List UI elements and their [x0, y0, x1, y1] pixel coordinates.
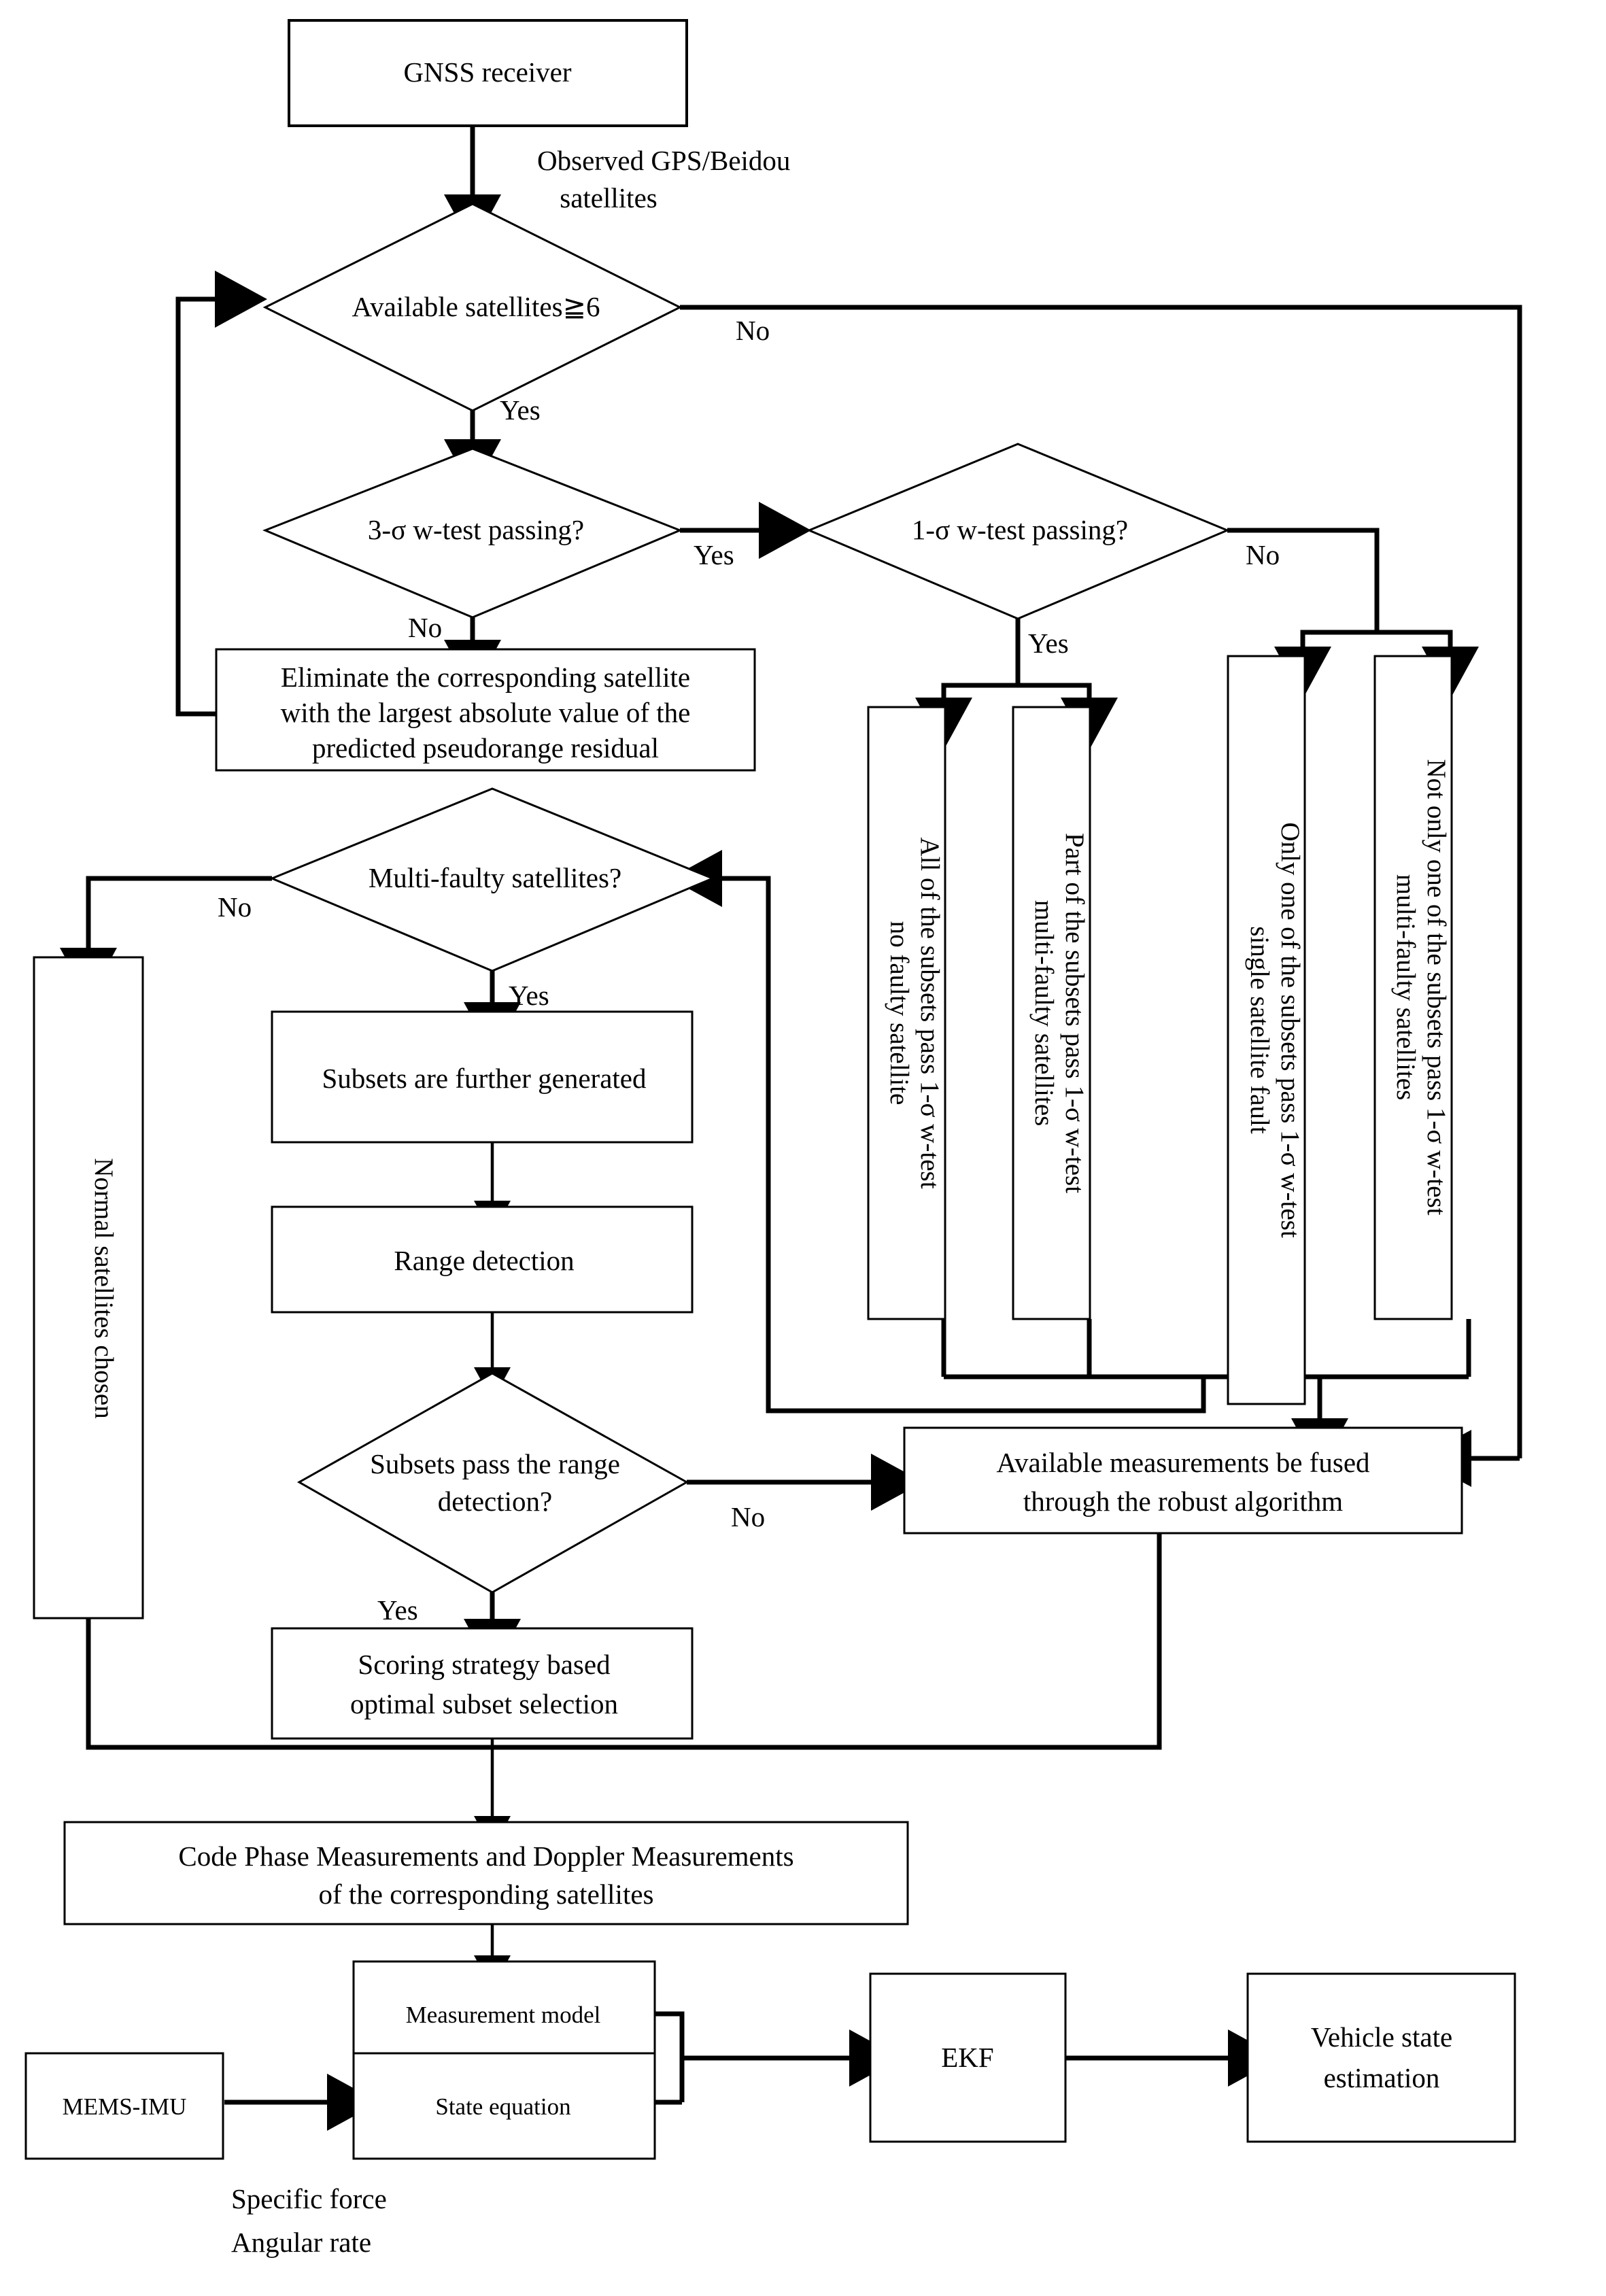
node-scoring-line2: optimal subset selection [350, 1688, 618, 1719]
node-available-satellites-label: Available satellites≧6 [352, 291, 600, 322]
edge-label-available-yes: Yes [500, 394, 541, 426]
node-eliminate-line2: with the largest absolute value of the [280, 697, 691, 728]
connector-measurement-down [655, 2014, 682, 2102]
node-state-equation-label: State equation [435, 2093, 571, 2120]
node-normal-satellites-label: Normal satellites chosen [89, 1158, 118, 1419]
edge-label-available-no: No [736, 315, 770, 346]
node-normal-satellites-chosen [34, 957, 143, 1618]
node-range-detection-label: Range detection [394, 1245, 575, 1276]
node-vehicle-state-line2: estimation [1323, 2062, 1440, 2093]
node-fused-line2: through the robust algorithm [1023, 1486, 1344, 1517]
node-all-subsets-line1: All of the subsets pass 1-σ w-test [915, 837, 944, 1189]
edge-label-observed-line2: satellites [560, 182, 657, 213]
connector-wtest1-yes-right [1018, 685, 1089, 707]
edge-label-range-yes: Yes [377, 1594, 418, 1626]
node-fused-line1: Available measurements be fused [996, 1447, 1370, 1478]
node-wtest-1sigma-label: 1-σ w-test passing? [911, 514, 1129, 545]
edge-label-wtest3-yes: Yes [694, 539, 734, 570]
edge-label-observed-line1: Observed GPS/Beidou [537, 145, 791, 176]
node-scoring-line1: Scoring strategy based [358, 1649, 611, 1680]
node-gnss-receiver-label: GNSS receiver [403, 56, 572, 88]
node-mems-imu-label: MEMS-IMU [62, 2093, 187, 2120]
node-code-phase-line1: Code Phase Measurements and Doppler Measurements [178, 1840, 794, 1872]
node-ekf-label: EKF [941, 2042, 994, 2073]
node-subsets-generated-label: Subsets are further generated [322, 1063, 647, 1094]
node-multi-faulty-label: Multi-faulty satellites? [368, 862, 622, 893]
node-only-one-line1: Only one of the subsets pass 1-σ w-test [1276, 822, 1305, 1238]
node-code-phase-line2: of the corresponding satellites [318, 1879, 654, 1910]
node-not-only-one-line1: Not only one of the subsets pass 1-σ w-test [1422, 759, 1451, 1216]
connector-wtest1-yes-left [944, 619, 1018, 707]
node-all-subsets-line2: no faulty satellite [885, 921, 914, 1106]
edge-label-imu-line1: Specific force [231, 2183, 387, 2214]
edge-label-wtest1-yes: Yes [1028, 628, 1069, 659]
node-not-only-one-line2: multi-faulty satellites [1391, 874, 1420, 1101]
edge-label-multi-no: No [218, 891, 252, 923]
node-scoring-strategy [272, 1628, 692, 1738]
connector-bus-down-left [921, 1377, 1203, 1411]
edge-label-wtest3-no: No [408, 612, 443, 643]
node-subsets-pass-line2: detection? [437, 1486, 553, 1517]
node-only-one-line2: single satellite fault [1245, 926, 1274, 1134]
edge-label-wtest1-no: No [1246, 539, 1280, 570]
node-part-subsets-line1: Part of the subsets pass 1-σ w-test [1060, 832, 1089, 1194]
node-fused-measurements [904, 1428, 1462, 1533]
edge-label-multi-yes: Yes [509, 980, 549, 1011]
node-subsets-pass-line1: Subsets pass the range [370, 1448, 620, 1479]
connector-wtest1-no-right [1377, 632, 1450, 656]
node-subsets-pass-range [299, 1373, 687, 1592]
edge-label-range-no: No [731, 1501, 766, 1532]
node-vehicle-state-line1: Vehicle state [1310, 2021, 1453, 2053]
node-eliminate-line1: Eliminate the corresponding satellite [280, 662, 691, 693]
edge-label-imu-line2: Angular rate [231, 2227, 372, 2258]
node-eliminate-line3: predicted pseudorange residual [311, 732, 660, 764]
node-wtest-3sigma-label: 3-σ w-test passing? [367, 514, 585, 545]
node-vehicle-state-estimation [1248, 1974, 1515, 2142]
node-measurement-model-label: Measurement model [405, 2002, 601, 2028]
node-part-subsets-line2: multi-faulty satellites [1029, 899, 1059, 1127]
